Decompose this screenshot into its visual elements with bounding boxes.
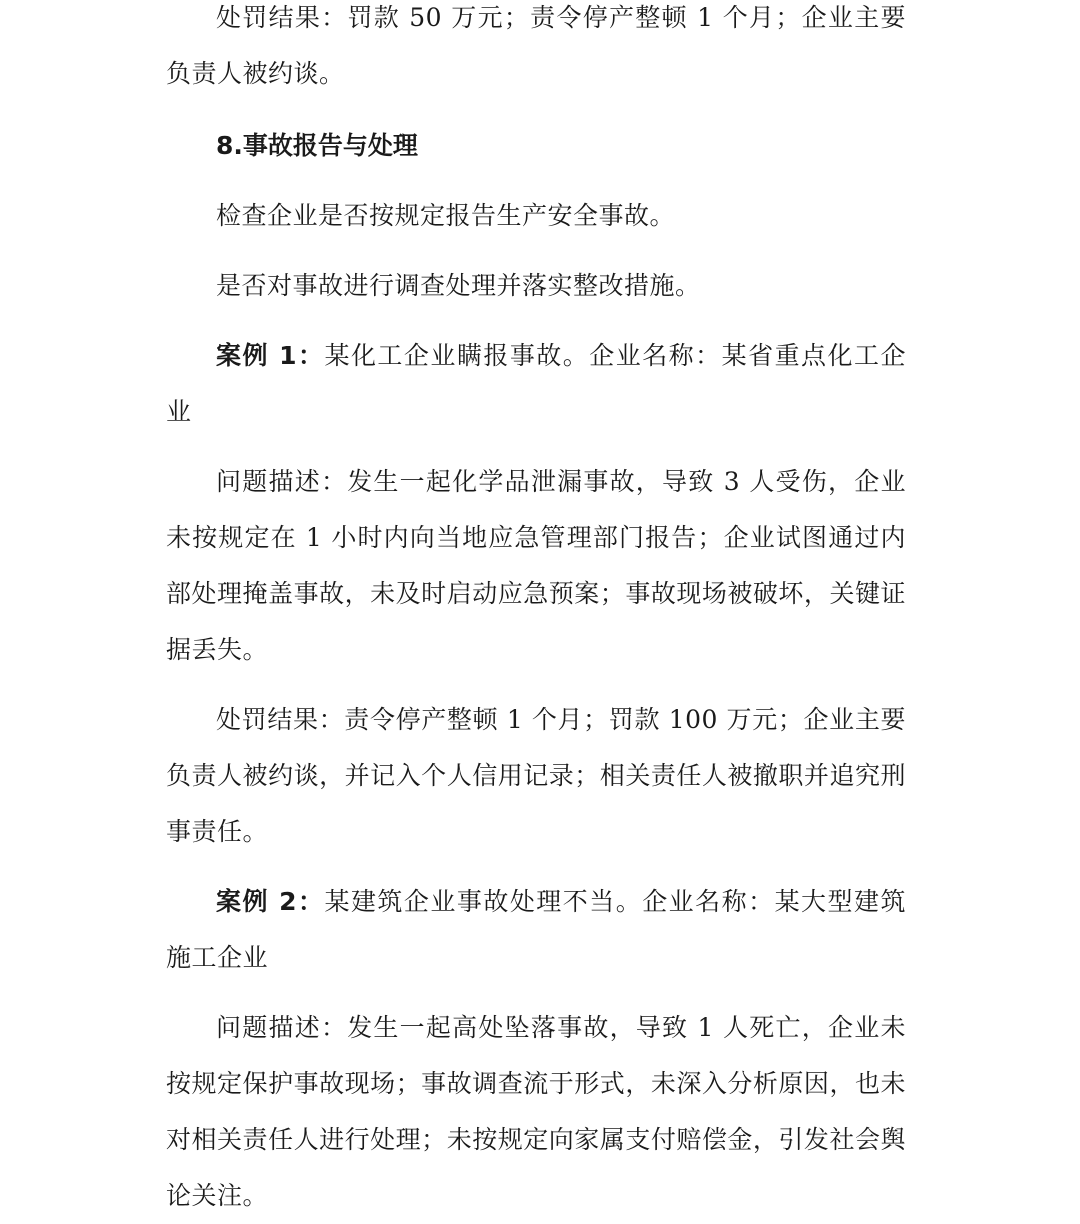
case2-label: 案例 2：: [216, 887, 325, 916]
case2-title-paragraph: [166, 874, 906, 986]
paragraph-previous-penalty: 处罚结果：罚款 50 万元；责令停产整顿 1 个月；企业主要负责人被约谈。: [166, 3, 906, 88]
case2-title: 某建筑企业事故处理不当。企业名称：某大型建筑施工企业: [166, 887, 906, 972]
document-page: [166, 0, 906, 1224]
case1-penalty: 处罚结果：责令停产整顿 1 个月；罚款 100 万元；企业主要负责人被约谈，并记入个人信用记录；相关责任人被撤职并追究刑事责任。: [166, 705, 906, 846]
case1-title-paragraph: [166, 328, 906, 440]
section-heading: 8.事故报告与处理: [216, 131, 418, 160]
paragraph-check-report: 检查企业是否按规定报告生产安全事故。: [216, 201, 676, 230]
paragraph-check-investigation: 是否对事故进行调查处理并落实整改措施。: [216, 271, 701, 300]
case2-problem: 问题描述：发生一起高处坠落事故，导致 1 人死亡，企业未按规定保护事故现场；事故调查流于形式，未深入分析原因，也未对相关责任人进行处理；未按规定向家属支付赔偿金，引发社会舆论关注。: [166, 1013, 906, 1210]
case1-label: 案例 1：: [216, 341, 325, 370]
case1-title: 某化工企业瞒报事故。企业名称：某省重点化工企业: [166, 341, 906, 426]
case1-problem: 问题描述：发生一起化学品泄漏事故，导致 3 人受伤，企业未按规定在 1 小时内向当地应急管理部门报告；企业试图通过内部处理掩盖事故，未及时启动应急预案；事故现场被破坏，关键证据丢失。: [166, 467, 906, 664]
